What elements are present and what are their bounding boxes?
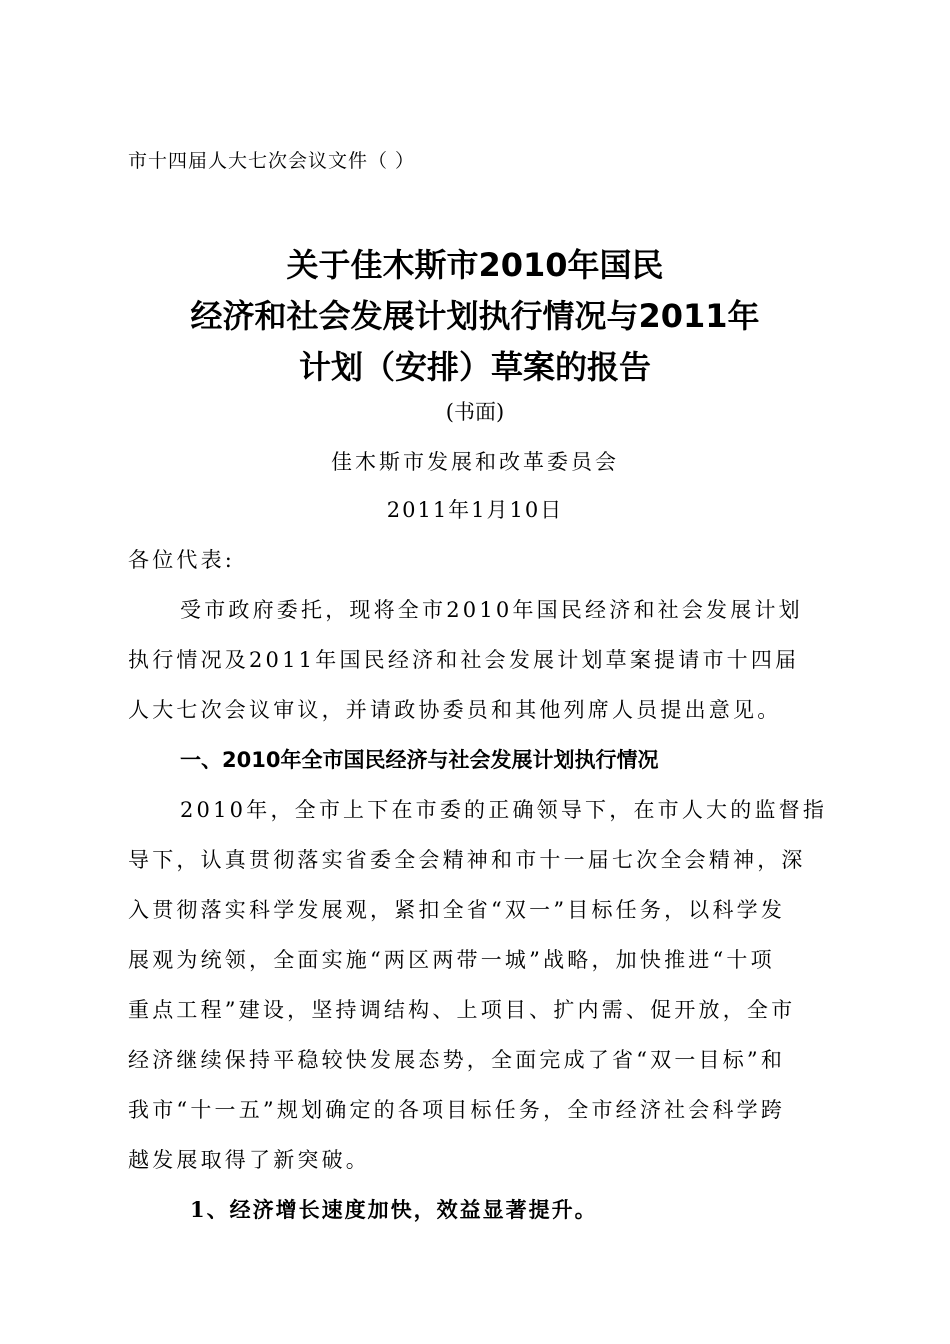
salutation: 各位代表: bbox=[128, 548, 236, 572]
document-date: 2011年1月10日 bbox=[386, 498, 564, 522]
title-line-1: 关于佳木斯市2010年国民 bbox=[286, 246, 664, 284]
section-1-line-8: 越发展取得了新突破。 bbox=[128, 1148, 370, 1172]
section-1-line-4: 展观为统领，全面实施“两区两带一城”战略，加快推进“十项 bbox=[128, 948, 775, 972]
document-header: 市十四届人大七次会议文件（ ） bbox=[128, 150, 416, 172]
section-1-heading: 一、2010年全市国民经济与社会发展计划执行情况 bbox=[180, 748, 659, 772]
title-line-3: 计划（安排）草案的报告 bbox=[298, 348, 651, 386]
subsection-1-heading: 1、经济增长速度加快，效益显著提升。 bbox=[190, 1197, 598, 1222]
section-1-line-2: 导下，认真贯彻落实省委全会精神和市十一届七次全会精神，深 bbox=[128, 848, 806, 872]
section-1-line-7: 我市“十一五”规划确定的各项目标任务，全市经济社会科学跨 bbox=[128, 1098, 786, 1122]
document-subtitle: (书面) bbox=[445, 400, 505, 424]
intro-line-1: 受市政府委托，现将全市2010年国民经济和社会发展计划 bbox=[180, 598, 803, 622]
title-line-2: 经济和社会发展计划执行情况与2011年 bbox=[190, 297, 760, 335]
section-1-line-1: 2010年，全市上下在市委的正确领导下，在市人大的监督指 bbox=[180, 798, 828, 822]
section-1-line-3: 入贯彻落实科学发展观，紧扣全省“双一”目标任务，以科学发 bbox=[128, 898, 786, 922]
document-author: 佳木斯市发展和改革委员会 bbox=[331, 450, 619, 474]
section-1-line-6: 经济继续保持平稳较快发展态势，全面完成了省“双一目标”和 bbox=[128, 1048, 786, 1072]
intro-line-3: 人大七次会议审议，并请政协委员和其他列席人员提出意见。 bbox=[128, 698, 782, 722]
section-1-line-5: 重点工程”建设，坚持调结构、上项目、扩内需、促开放，全市 bbox=[128, 998, 796, 1022]
intro-line-2: 执行情况及2011年国民经济和社会发展计划草案提请市十四届 bbox=[128, 648, 800, 672]
